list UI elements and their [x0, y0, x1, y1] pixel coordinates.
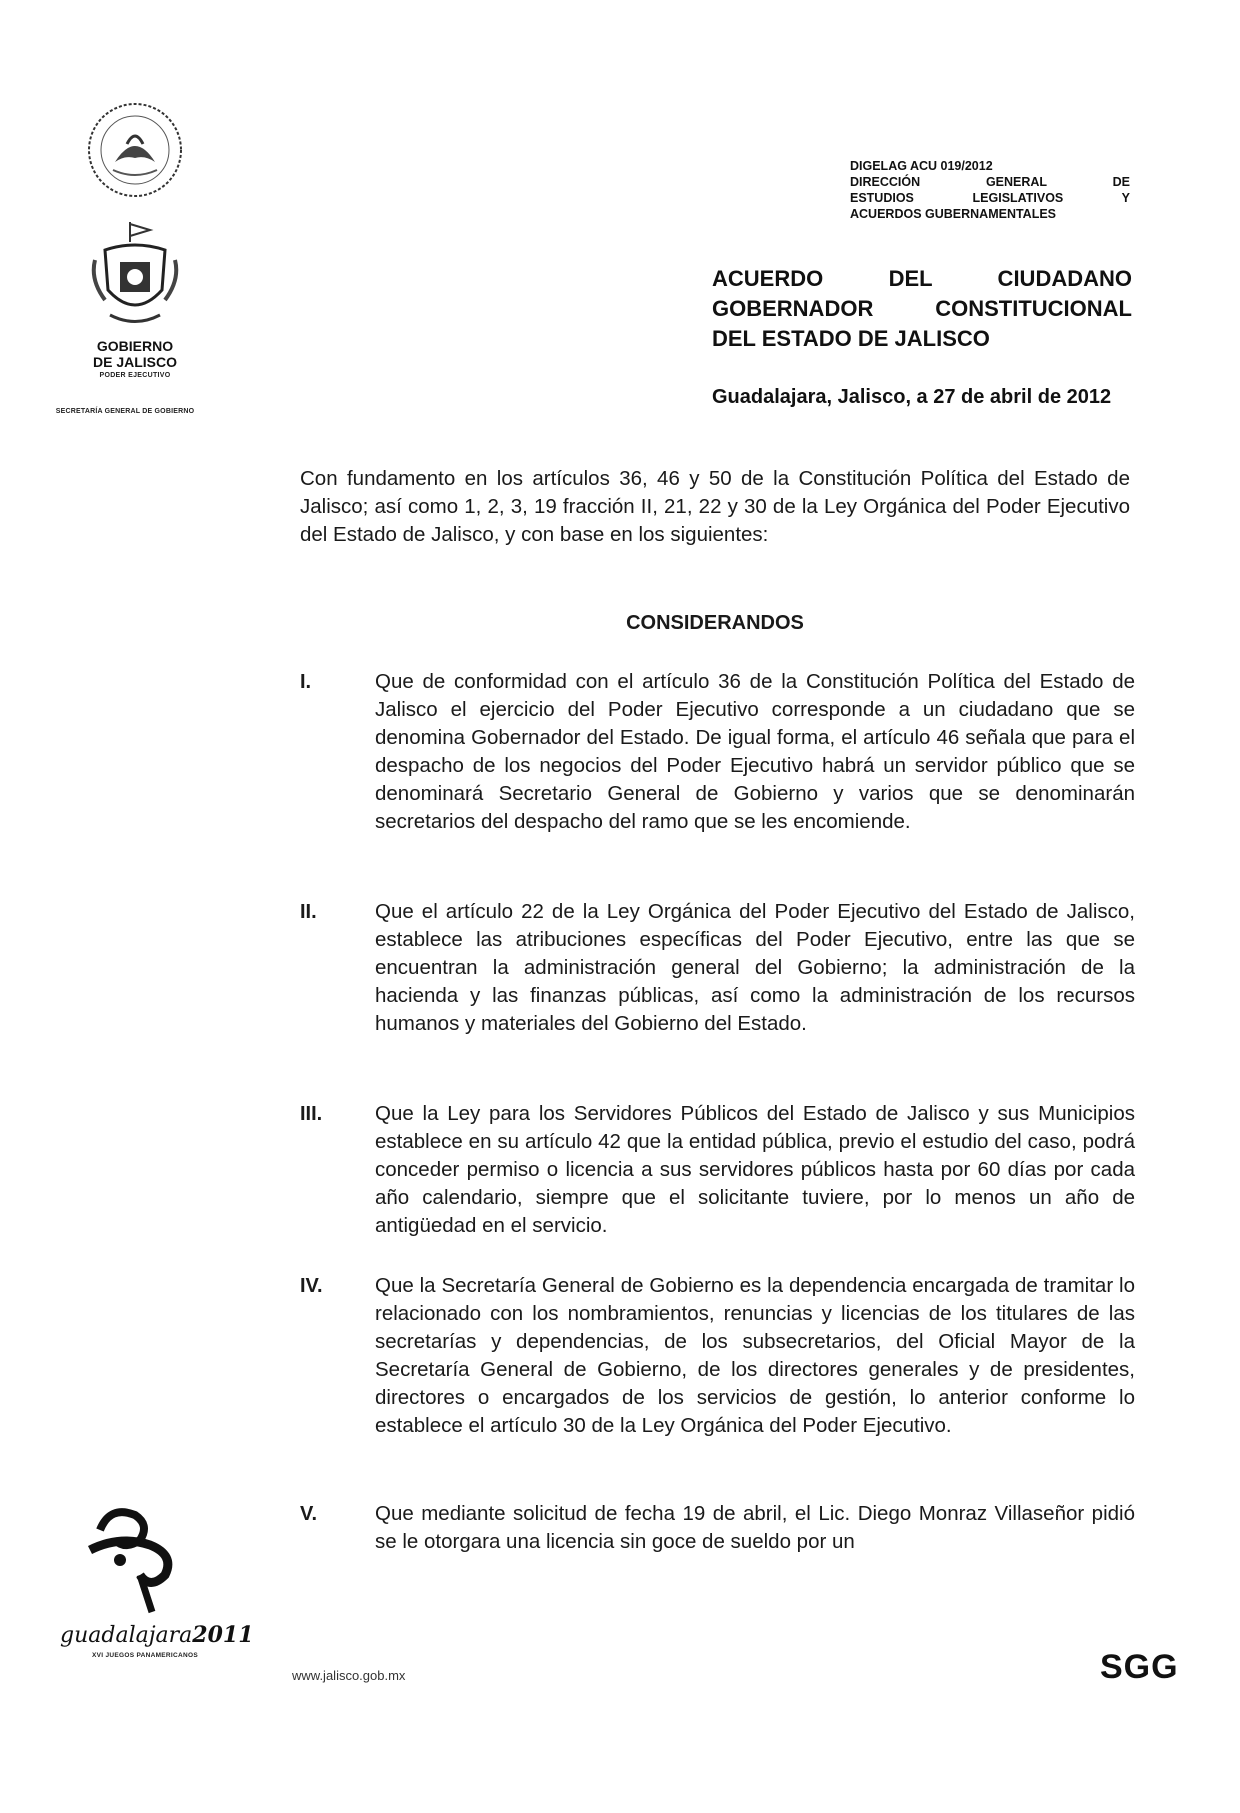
considerando-text: Que el artículo 22 de la Ley Orgánica del Poder Ejecutivo del Estado de Jalisco, establece las atribuciones específicas del Poder Ejecutivo, entre las que se encuentran la administración general del Gobierno; la administración de la hacienda y las finanzas públicas, así como la administración de los recursos humanos y materiales del Gobierno del Estado.	[375, 900, 1135, 1035]
title-line-3: DEL ESTADO DE JALISCO	[712, 326, 990, 351]
jalisco-coat-of-arms-icon	[90, 220, 180, 330]
title-line-2: GOBERNADOR CONSTITUCIONAL	[712, 296, 1132, 321]
considerandos-heading: CONSIDERANDOS	[626, 612, 804, 634]
gobierno-line-1: GOBIERNO	[96, 338, 174, 354]
document-reference	[850, 158, 1130, 222]
website-link[interactable]: www.jalisco.gob.mx	[292, 1668, 406, 1683]
reference-line-4: ACUERDOS GUBERNAMENTALES	[850, 207, 1057, 221]
games-year: 2011	[192, 1622, 254, 1648]
considerando-text: Que la Ley para los Servidores Públicos del Estado de Jalisco y sus Municipios establece en su artículo 42 que la entidad pública, previo el estudio del caso, podrá conceder permiso o licencia a sus servidores públicos hasta por 60 días por cada año calendario, siempre que el solicitante tuviere, por lo menos un año de antigüedad en el servicio.	[375, 1102, 1135, 1237]
considerando-text: Que la Secretaría General de Gobierno es la dependencia encargada de tramitar lo relacionado con los nombramientos, renuncias y licencias de los titulares de las secretarías y dependencias, de los subsecretarios, del Oficial Mayor de la Secretaría General de Gobierno, de los directores generales y de presidentes, directores o encargados de los servicios de gestión, lo anterior conforme lo establece el artículo 30 de la Ley Orgánica del Poder Ejecutivo.	[375, 1274, 1135, 1437]
reference-code: DIGELAG ACU 019/2012	[850, 159, 993, 173]
games-city: guadalajara	[60, 1623, 193, 1648]
considerando-number: I.	[300, 671, 312, 693]
mexican-seal-icon	[85, 100, 185, 200]
letterhead-sidebar	[0, 0, 254, 1813]
reference-line-3: ESTUDIOS LEGISLATIVOS Y	[850, 191, 1130, 205]
poder-ejecutivo-label: PODER EJECUTIVO	[99, 372, 171, 379]
gobierno-line-2: DE JALISCO	[92, 354, 177, 370]
considerando-number: V.	[300, 1503, 318, 1525]
document-date: Guadalajara, Jalisco, a 27 de abril de 2012	[712, 386, 1112, 408]
reference-line-2: DIRECCIÓN GENERAL DE	[850, 175, 1130, 189]
games-subtitle: XVI JUEGOS PANAMERICANOS	[91, 1652, 199, 1659]
considerando-number: IV.	[300, 1275, 323, 1297]
panamerican-games-logo-icon	[80, 1500, 200, 1615]
intro-paragraph: Con fundamento en los artículos 36, 46 y 50 de la Constitución Política del Estado de Jalisco; así como 1, 2, 3, 19 fracción II, 21, 22 y 30 de la Ley Orgánica del Poder Ejecutivo del Estado de Jalisco, y con base en los siguientes:	[300, 467, 1130, 546]
sgg-logo: SGG	[1100, 1648, 1179, 1686]
secretaria-label: SECRETARÍA GENERAL DE GOBIERNO	[55, 408, 195, 415]
considerando-text: Que de conformidad con el artículo 36 de la Constitución Política del Estado de Jalisco el ejercicio del Poder Ejecutivo corresponde a un ciudadano que se denomina Gobernador del Estado. De igual forma, el artículo 46 señala que para el despacho de los negocios del Poder Ejecutivo habrá un servidor público que se denominará Secretario General de Gobierno y varios que se denominarán secretarios del despacho del ramo que se les encomiende.	[375, 670, 1135, 833]
title-line-1: ACUERDO DEL CIUDADANO	[712, 266, 1132, 291]
considerando-number: II.	[300, 901, 317, 923]
considerando-text: Que mediante solicitud de fecha 19 de abril, el Lic. Diego Monraz Villaseñor pidió se le otorgara una licencia sin goce de sueldo por un	[375, 1502, 1135, 1553]
games-name	[60, 1622, 254, 1648]
considerando-number: III.	[300, 1103, 323, 1125]
gobierno-name	[40, 338, 230, 370]
document-title	[712, 264, 1132, 354]
